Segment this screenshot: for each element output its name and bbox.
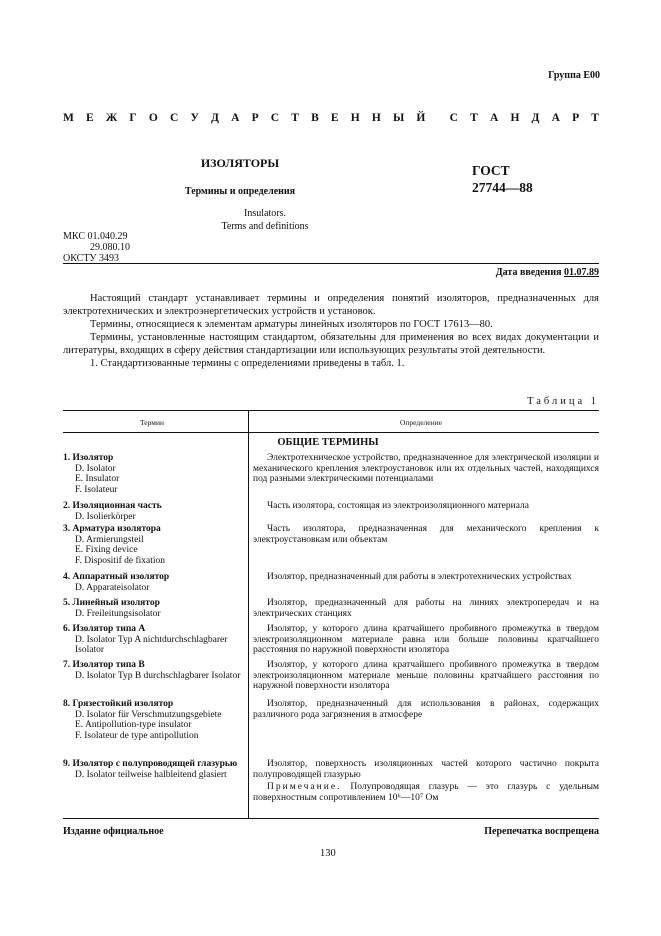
term-cell <box>63 524 246 566</box>
banner-letter: А <box>551 112 560 124</box>
intro-paragraph-1: Настоящий стандарт устанавливает термины и определения понятий изоляторов, предназначенных для электротехнических и электроэнергетических устройств и установок. <box>63 293 599 317</box>
term-translation: D. Apparateisolator <box>75 582 150 593</box>
banner-letter: С <box>169 112 179 124</box>
term-name: 3. Арматура изолятора <box>63 524 161 534</box>
intro-paragraph-3: Термины, установленные настоящим стандартом, обязательны для применения во всех видах документации и литературы, входящих в сферу действия стандартизации или использующих результаты этой деятельности. <box>63 332 599 356</box>
definition-cell <box>253 759 599 803</box>
section-heading: ОБЩИЕ ТЕРМИНЫ <box>277 437 379 448</box>
note-text: Полупроводящая глазурь — это глазурь с удельным поверхностным сопротивлением 10⁶—10⁷ Ом <box>253 782 600 803</box>
mks-code-2: 29.080.10 <box>90 242 130 253</box>
term-translation: D. Isolator Typ A nichtdurchschlagbarer Isolator <box>75 634 228 655</box>
english-title-line-2: Terms and definitions <box>221 221 309 232</box>
mks-code-1: МКС 01.040.29 <box>63 231 128 242</box>
banner-letter: Р <box>251 112 259 124</box>
banner-letter: Й <box>416 112 426 124</box>
title-block <box>150 156 330 197</box>
banner-letter: Г <box>129 112 137 124</box>
okstu-code: ОКСТУ 3493 <box>63 253 120 264</box>
banner-letter: Д <box>531 112 540 124</box>
banner-letter: Д <box>211 112 219 124</box>
effective-date-label: Дата введения <box>495 267 562 278</box>
banner-letter: У <box>190 112 199 124</box>
classification-codes <box>63 231 130 264</box>
definition-cell: Изолятор, предназначенный для работы в электротехнических устройствах <box>267 572 572 582</box>
term-name: 9. Изолятор с полупроводящей глазурью <box>63 759 238 769</box>
introduction <box>63 292 599 370</box>
term-cell <box>63 572 246 593</box>
banner-letter: М <box>63 112 74 124</box>
term-name: 6. Изолятор типа А <box>63 624 146 634</box>
table-column-divider <box>248 410 249 818</box>
term-translation: E. Insulator <box>75 474 120 484</box>
banner-letter: Т <box>591 112 599 124</box>
term-translation: F. Isolateur de type antipollution <box>75 730 199 741</box>
table-top-border <box>63 410 599 411</box>
banner-letter: А <box>489 112 499 124</box>
definition-cell: Электротехническое устройство, предназначенное для электрической изоляции и механического крепления электроустановок или их отдельных частей, находящихся под разными электрическими потенциалами <box>253 453 599 484</box>
banner-letter: В <box>311 112 319 124</box>
term-translation: F. Dispositif de fixation <box>75 555 166 566</box>
definition-cell: Изолятор, у которого длина кратчайшего пробивного промежутка в твердом электроизоляционном материале равна или больше половины кратчайшего расстояния по наружной поверхности изолятора <box>253 624 599 655</box>
definition-text: Изолятор, поверхность изоляционных частей которого частично покрыта полупроводящей глазурью <box>253 759 599 780</box>
banner-letter: Е <box>86 112 94 124</box>
english-title <box>200 207 330 233</box>
banner-letter: А <box>231 112 240 124</box>
note-label: Примечание. <box>267 782 342 792</box>
group-code: Группа Е00 <box>548 70 600 81</box>
page-number: 130 <box>320 848 336 859</box>
term-translation: D. Freileitungsisolator <box>75 608 161 619</box>
banner-letter: Ж <box>105 112 118 124</box>
term-translation: D. Isolator <box>75 463 116 474</box>
banner-letter: Т <box>291 112 299 124</box>
term-cell <box>63 453 246 495</box>
banner-letter: С <box>270 112 280 124</box>
definition-cell: Часть изолятора, предназначенная для механического крепления к электроустановкам или объектам <box>253 524 599 545</box>
gost-label: ГОСТ <box>472 163 510 178</box>
term-name: 7. Изолятор типа В <box>63 660 145 670</box>
effective-date <box>496 267 599 278</box>
table-bottom-border <box>63 818 599 819</box>
term-translation: D. Isolator für Verschmutzungsgebiete <box>75 709 222 720</box>
banner-letter: Н <box>350 112 360 124</box>
banner-letter: С <box>449 112 458 124</box>
column-header-term: Термин <box>140 418 165 427</box>
term-name: 4. Аппаратный изолятор <box>63 572 170 582</box>
definition-cell: Изолятор, предназначенный для использования в районах, содержащих различного рода загрязнения в атмосфере <box>253 699 599 720</box>
term-translation: D. Isolierkörper <box>75 511 136 522</box>
term-translation: F. Isolateur <box>75 484 118 495</box>
effective-date-value: 01.07.89 <box>564 267 599 278</box>
term-cell <box>63 598 246 619</box>
definition-cell: Часть изолятора, состоящая из электроизоляционного материала <box>267 501 529 511</box>
banner-letter: Е <box>330 112 339 124</box>
term-name: 8. Грязестойкий изолятор <box>63 699 174 709</box>
term-cell <box>63 501 246 522</box>
term-translation: D. Isolator teilweise halbleitend glasiert <box>75 769 227 780</box>
intro-paragraph-2: Термины, относящиеся к элементам арматуры линейных изоляторов по ГОСТ 17613—80. <box>90 319 493 330</box>
table-header-border <box>63 432 599 433</box>
table-caption: Таблица 1 <box>527 396 599 407</box>
term-translation: E. Fixing device <box>75 545 138 555</box>
english-title-line-1: Insulators. <box>244 208 286 219</box>
term-name: 2. Изоляционная часть <box>63 501 162 511</box>
term-name: 1. Изолятор <box>63 453 114 463</box>
term-cell <box>63 759 246 780</box>
term-cell <box>63 660 246 681</box>
term-name: 5. Линейный изолятор <box>63 598 160 608</box>
standard-banner <box>63 112 599 124</box>
intro-paragraph-4: 1. Стандартизованные термины с определениями приведены в табл. 1. <box>90 358 405 369</box>
definition-cell: Изолятор, у которого длина кратчайшего пробивного промежутка в твердом электроизоляционном материале меньше половины кратчайшего расстояния по наружной поверхности изолятора <box>253 660 599 691</box>
banner-letter: Ы <box>392 112 405 124</box>
term-translation: E. Antipollution-type insulator <box>75 720 192 730</box>
gost-number <box>472 162 533 196</box>
term-translation: D. Isolator Typ B durchschlagbarer Isolator <box>75 670 241 681</box>
banner-letter: Н <box>371 112 381 124</box>
banner-letter: Т <box>470 112 478 124</box>
banner-letter: Н <box>510 112 520 124</box>
definition-note <box>253 782 599 803</box>
edition-note: Издание официальное <box>63 826 164 837</box>
column-header-definition: Определение <box>400 418 442 427</box>
term-cell <box>63 624 246 656</box>
document-title: ИЗОЛЯТОРЫ <box>200 156 280 170</box>
divider-line <box>63 263 599 264</box>
definition-cell: Изолятор, предназначенный для работы на линиях электропередач и на электрических станциях <box>253 598 599 619</box>
banner-letter: Р <box>572 112 580 124</box>
gost-code: 27744—88 <box>472 180 533 195</box>
term-cell <box>63 699 246 741</box>
banner-letter: О <box>148 112 158 124</box>
reprint-note: Перепечатка воспрещена <box>484 826 599 837</box>
term-translation: D. Armierungsteil <box>75 534 144 545</box>
document-subtitle: Термины и определения <box>184 186 296 197</box>
